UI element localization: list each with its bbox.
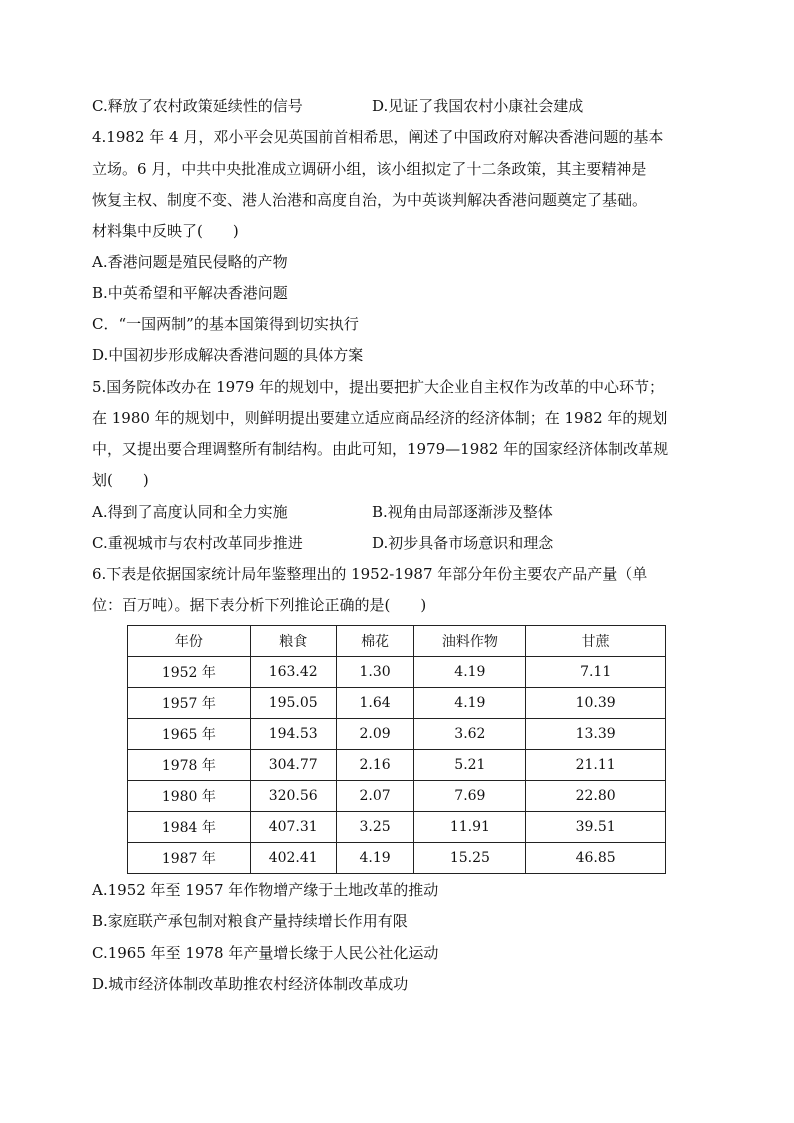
q3-option-d: D.见证了我国农村小康社会建成 xyxy=(372,97,584,115)
table-cell: 1952 年 xyxy=(128,657,251,688)
table-cell: 195.05 xyxy=(250,688,336,719)
table-header-row xyxy=(128,626,666,657)
q4-stem-line-3: 恢复主权、制度不变、港人治港和高度自治，为中英谈判解决香港问题奠定了基础。 xyxy=(92,191,648,209)
table-cell: 22.80 xyxy=(526,781,666,812)
table-cell: 1957 年 xyxy=(128,688,251,719)
q5-option-d: D.初步具备市场意识和理念 xyxy=(372,534,554,552)
table-cell: 13.39 xyxy=(526,719,666,750)
table-cell: 11.91 xyxy=(414,812,526,843)
table-header-cell: 粮食 xyxy=(250,626,336,657)
q6-stem-line-1: 6.下表是依据国家统计局年鉴整理出的 1952-1987 年部分年份主要农产品产量（单 xyxy=(92,565,648,583)
q5-option-c: C.重视城市与农村改革同步推进 xyxy=(92,534,303,552)
table-cell: 7.11 xyxy=(526,657,666,688)
table-header-cell: 油料作物 xyxy=(414,626,526,657)
table-cell: 21.11 xyxy=(526,750,666,781)
q6-option-c: C.1965 年至 1978 年产量增长缘于人民公社化运动 xyxy=(92,944,439,962)
q6-option-a: A.1952 年至 1957 年作物增产缘于土地改革的推动 xyxy=(92,881,439,899)
q5-option-b: B.视角由局部逐渐涉及整体 xyxy=(372,503,553,521)
table-cell: 3.62 xyxy=(414,719,526,750)
q5-stem-line-2: 在 1980 年的规划中，则鲜明提出要建立适应商品经济的经济体制；在 1982 年的规划 xyxy=(92,409,668,427)
table-header-cell: 年份 xyxy=(128,626,251,657)
q4-stem-line-4: 材料集中反映了( ) xyxy=(92,222,239,240)
q4-option-a: A.香港问题是殖民侵略的产物 xyxy=(92,253,288,271)
table-cell: 163.42 xyxy=(250,657,336,688)
table-row xyxy=(128,719,666,750)
table-cell: 15.25 xyxy=(414,843,526,874)
table-cell: 1978 年 xyxy=(128,750,251,781)
table-cell: 407.31 xyxy=(250,812,336,843)
q3-option-c: C.释放了农村政策延续性的信号 xyxy=(92,97,303,115)
q5-option-a: A.得到了高度认同和全力实施 xyxy=(92,503,288,521)
table-cell: 3.25 xyxy=(336,812,414,843)
q5-stem-line-4: 划( ) xyxy=(92,471,149,489)
table-row xyxy=(128,812,666,843)
q6-option-b: B.家庭联产承包制对粮食产量持续增长作用有限 xyxy=(92,912,408,930)
table-cell: 4.19 xyxy=(414,657,526,688)
table-cell: 1987 年 xyxy=(128,843,251,874)
table-cell: 1980 年 xyxy=(128,781,251,812)
table-cell: 46.85 xyxy=(526,843,666,874)
table-row xyxy=(128,750,666,781)
table-cell: 2.07 xyxy=(336,781,414,812)
table-cell: 402.41 xyxy=(250,843,336,874)
q6-data-table xyxy=(127,625,666,874)
table-row xyxy=(128,843,666,874)
q5-stem-line-3: 中，又提出要合理调整所有制结构。由此可知，1979—1982 年的国家经济体制改革规 xyxy=(92,440,669,458)
table-cell: 320.56 xyxy=(250,781,336,812)
table-header-cell: 棉花 xyxy=(336,626,414,657)
table-cell: 1965 年 xyxy=(128,719,251,750)
table-row xyxy=(128,781,666,812)
table-header-cell: 甘蔗 xyxy=(526,626,666,657)
table-cell: 4.19 xyxy=(414,688,526,719)
q4-option-c: C．“一国两制”的基本国策得到切实执行 xyxy=(92,315,359,333)
table-cell: 1.64 xyxy=(336,688,414,719)
table-cell: 4.19 xyxy=(336,843,414,874)
table-row xyxy=(128,657,666,688)
table-cell: 1984 年 xyxy=(128,812,251,843)
q4-stem-line-1: 4.1982 年 4 月，邓小平会见英国前首相希思，阐述了中国政府对解决香港问题的基本 xyxy=(92,128,664,146)
q4-option-b: B.中英希望和平解决香港问题 xyxy=(92,284,288,302)
table-cell: 39.51 xyxy=(526,812,666,843)
table-cell: 5.21 xyxy=(414,750,526,781)
table-cell: 2.09 xyxy=(336,719,414,750)
table-cell: 304.77 xyxy=(250,750,336,781)
q4-option-d: D.中国初步形成解决香港问题的具体方案 xyxy=(92,346,364,364)
table-cell: 10.39 xyxy=(526,688,666,719)
table-cell: 2.16 xyxy=(336,750,414,781)
q6-option-d: D.城市经济体制改革助推农村经济体制改革成功 xyxy=(92,975,409,993)
q6-stem-line-2: 位：百万吨）。据下表分析下列推论正确的是( ) xyxy=(92,596,427,614)
table-cell: 7.69 xyxy=(414,781,526,812)
table-cell: 194.53 xyxy=(250,719,336,750)
q4-stem-line-2: 立场。6 月，中共中央批准成立调研小组，该小组拟定了十二条政策，其主要精神是 xyxy=(92,160,647,178)
table-row xyxy=(128,688,666,719)
table-cell: 1.30 xyxy=(336,657,414,688)
q5-stem-line-1: 5.国务院体改办在 1979 年的规划中，提出要把扩大企业自主权作为改革的中心环节； xyxy=(92,378,665,396)
